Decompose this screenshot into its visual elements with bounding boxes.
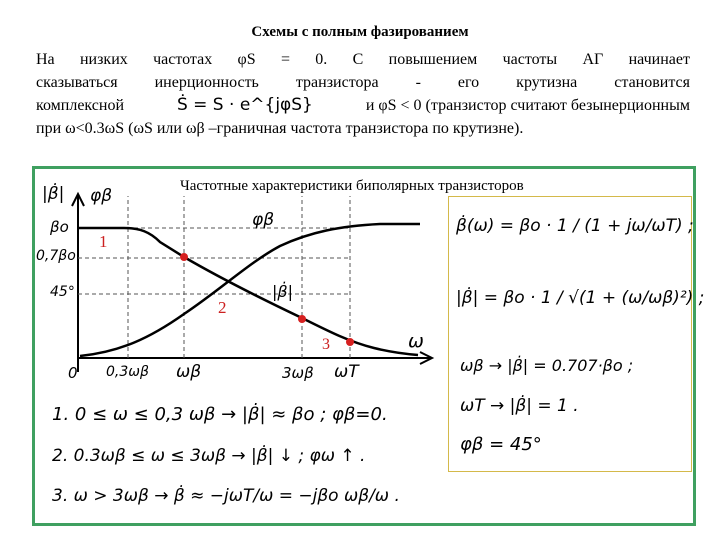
point-label-2: 2 — [218, 298, 227, 317]
page-title: Схемы с полным фазированием — [251, 24, 469, 40]
y-tick-bo: βo — [50, 218, 69, 236]
complex-slope-formula: Ṡ = S · e^{jφS} — [176, 95, 313, 115]
formula-beta-magnitude: |β̇| = βo · 1 / √(1 + (ω/ωβ)²) ; — [456, 288, 705, 308]
para-line-4: при ω<0.3ωS (ωS или ωβ –граничная частота транзистора по крутизне). — [36, 120, 524, 137]
y-axis-label-magnitude: |β̇| — [42, 184, 65, 204]
point-2-marker — [298, 315, 306, 323]
magnitude-curve — [78, 228, 418, 355]
phase-curve — [80, 224, 420, 356]
point-3-marker — [346, 338, 354, 346]
x-tick-03wb: 0,3ωβ — [106, 364, 149, 380]
y-axis-label-phase: φβ — [90, 186, 113, 206]
case-2: 2. 0.3ωβ ≤ ω ≤ 3ωβ → |β̇| ↓ ; φω ↑ . — [52, 446, 366, 466]
para-line-1: На низких частотах φS = 0. С повышением частоты АГ начинает — [36, 51, 690, 68]
case-3: 3. ω > 3ωβ → β̇ ≈ −jωT/ω = −jβo ωβ/ω . — [52, 486, 400, 506]
formula-beta-complex: β̇(ω) = βo · 1 / (1 + jω/ωT) ; — [456, 216, 694, 236]
x-tick-3wb: 3ωβ — [282, 364, 314, 382]
figure-caption: Частотные характеристики биполярных транзисторов — [180, 178, 524, 194]
formula-omega-beta: ωβ → |β̇| = 0.707·βo ; — [460, 356, 634, 375]
case-1: 1. 0 ≤ ω ≤ 0,3 ωβ → |β̇| ≈ βo ; φβ=0. — [52, 404, 388, 425]
x-tick-wb: ωβ — [176, 362, 202, 382]
curve-label-phase: φβ — [252, 210, 275, 230]
y-tick-07bo: 0,7βo — [36, 248, 76, 264]
para-line-3-end: и φS < 0 (транзистор считают безынерционным — [365, 97, 690, 114]
x-tick-wt: ωT — [334, 362, 359, 382]
para-line-3-start: комплексной — [36, 97, 125, 114]
curve-label-magnitude: |β̇| — [272, 282, 293, 301]
formula-phase-45: φβ = 45° — [460, 434, 542, 455]
para-line-2: сказываться инерционность транзистора - его крутизна становится — [36, 74, 690, 91]
point-1-marker — [180, 253, 188, 261]
formula-panel — [448, 196, 692, 472]
x-tick-0: 0 — [68, 364, 78, 382]
point-label-3: 3 — [322, 336, 330, 353]
x-axis-label: ω — [408, 330, 424, 352]
y-tick-45deg: 45° — [50, 284, 75, 300]
formula-omega-t: ωT → |β̇| = 1 . — [460, 396, 579, 416]
point-label-1: 1 — [99, 232, 108, 251]
